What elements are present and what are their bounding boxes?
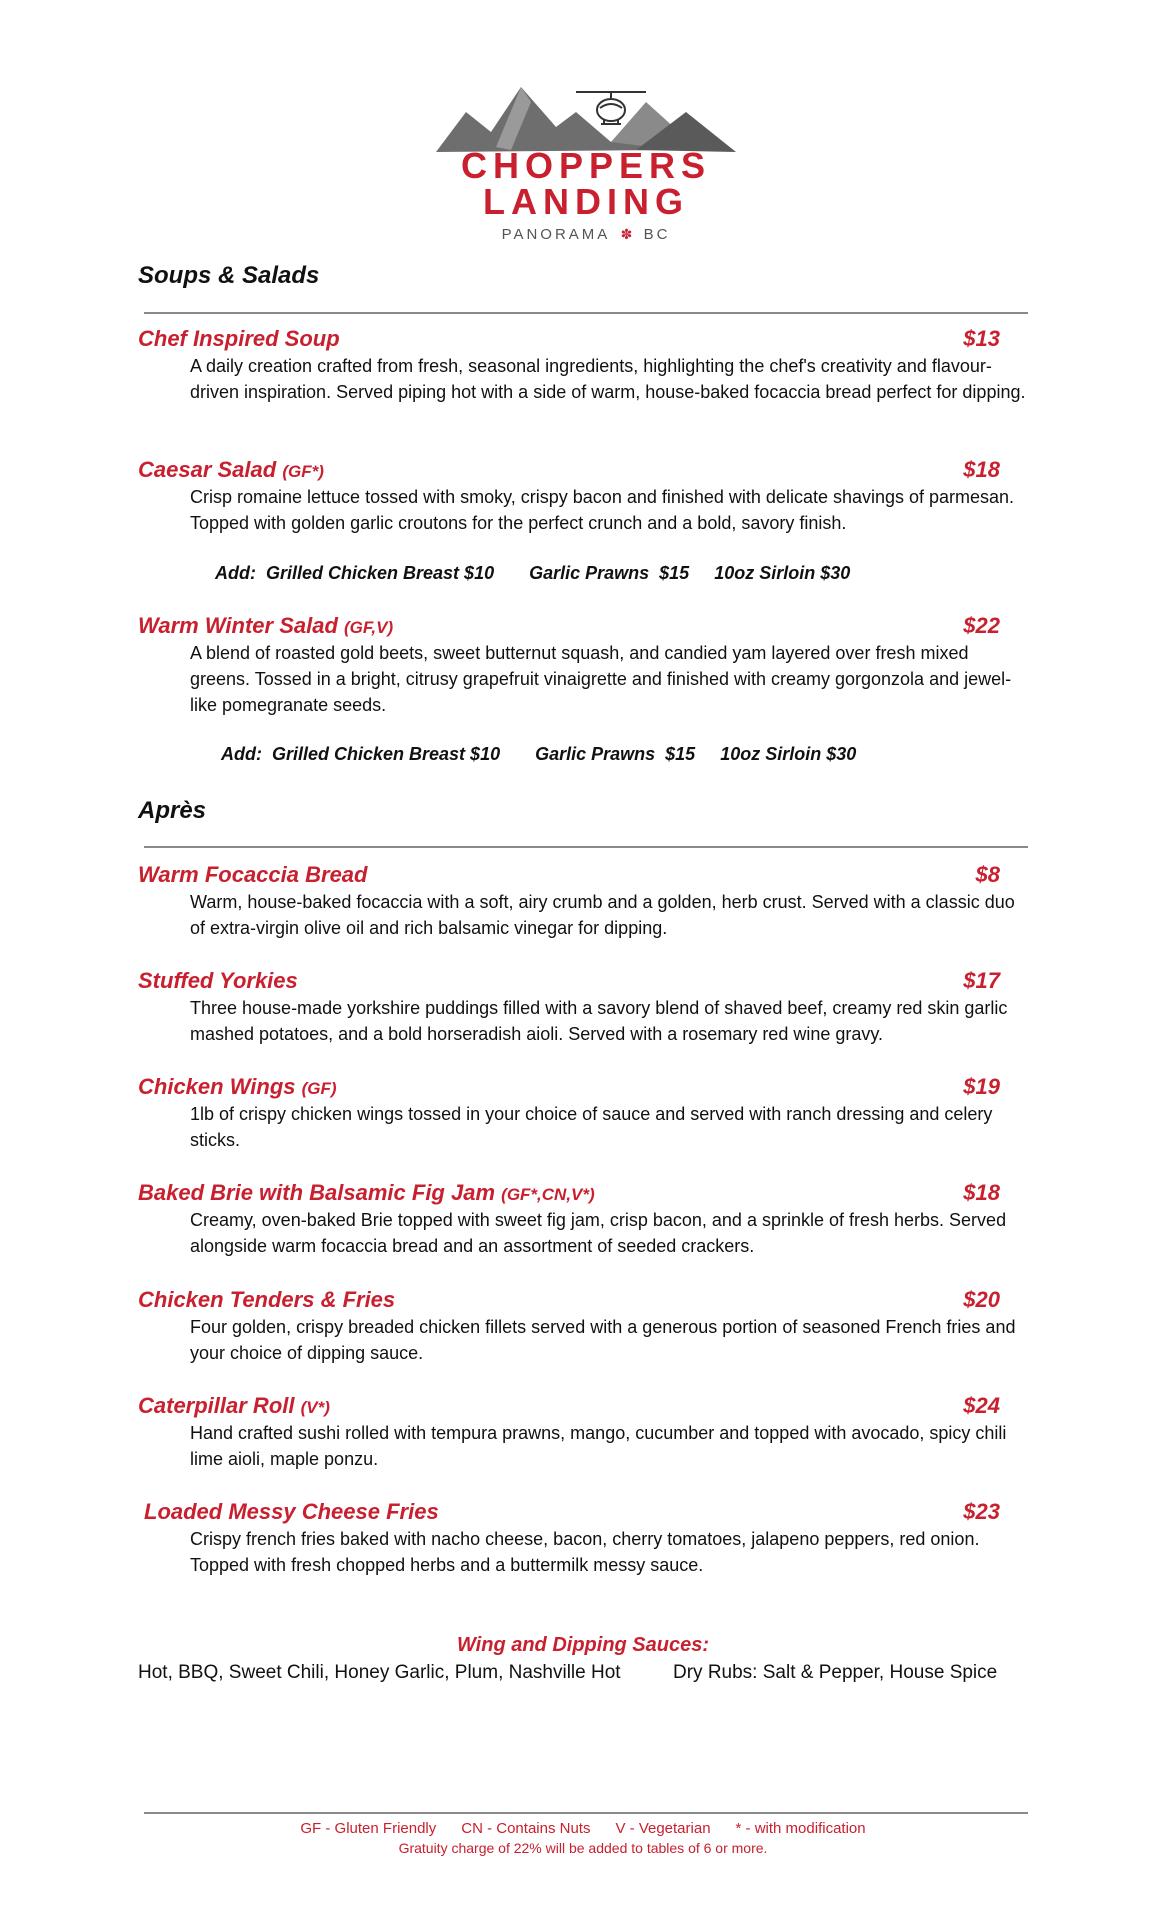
item-dietary-tags: (GF) — [301, 1079, 337, 1098]
item-name — [138, 968, 298, 994]
logo-title-line1: CHOPPERS — [460, 145, 712, 186]
logo-title-line2: LANDING — [483, 181, 689, 222]
item-name — [138, 613, 393, 639]
sauces-list: Hot, BBQ, Sweet Chili, Honey Garlic, Plum, Nashville Hot — [138, 1662, 621, 1683]
item-price: $23 — [963, 1499, 1000, 1524]
dietary-legend: GF - Gluten Friendly CN - Contains Nuts V - Vegetarian * - with modification — [300, 1820, 866, 1837]
item-name — [138, 1180, 595, 1206]
section-divider — [144, 312, 1028, 314]
item-dietary-tags: (V*) — [300, 1398, 330, 1417]
item-addons: Add: Grilled Chicken Breast $10 Garlic Prawns $15 10oz Sirloin $30 — [215, 563, 851, 583]
item-price: $19 — [963, 1074, 1000, 1099]
item-description: Creamy, oven-baked Brie topped with sweet fig jam, crisp bacon, and a sprinkle of fresh herbs. Served alongside warm focaccia bread and an assortment of seeded crackers. — [190, 1210, 1007, 1256]
sauces-heading: Wing and Dipping Sauces: — [456, 1634, 710, 1656]
logo-location-city: PANORAMA — [501, 226, 610, 243]
item-name — [138, 862, 367, 888]
item-dietary-tags: (GF*) — [282, 462, 324, 481]
mountains-helicopter-icon — [436, 72, 736, 152]
item-price: $17 — [963, 968, 1000, 993]
item-price: $8 — [975, 862, 1000, 887]
item-description: 1lb of crispy chicken wings tossed in your choice of sauce and served with ranch dressing and celery sticks. — [190, 1104, 993, 1150]
item-dietary-tags: (GF*,CN,V*) — [501, 1185, 595, 1204]
item-name-text: Caesar Salad — [138, 457, 277, 482]
item-name — [138, 1074, 337, 1100]
item-name-text: Loaded Messy Cheese Fries — [144, 1499, 439, 1524]
item-name — [138, 457, 324, 483]
item-price: $22 — [963, 613, 1000, 638]
item-name — [138, 326, 340, 352]
item-name-text: Stuffed Yorkies — [138, 968, 298, 993]
item-description: A daily creation crafted from fresh, seasonal ingredients, highlighting the chef's creativity and flavour-driven inspiration. Served piping hot with a side of warm, house-baked focaccia bread perfect for dipping. — [190, 356, 1026, 402]
item-dietary-tags: (GF,V) — [344, 618, 394, 637]
item-price: $20 — [963, 1287, 1000, 1312]
item-description: Crisp romaine lettuce tossed with smoky, crispy bacon and finished with delicate shavings of parmesan. Topped with golden garlic croutons for the perfect crunch and a bold, savory finish. — [190, 487, 1015, 533]
item-addons: Add: Grilled Chicken Breast $10 Garlic Prawns $15 10oz Sirloin $30 — [221, 744, 857, 764]
item-name-text: Chicken Wings — [138, 1074, 296, 1099]
item-name-text: Warm Focaccia Bread — [138, 862, 368, 887]
maple-leaf-icon: ✽ — [620, 226, 633, 242]
item-description: Four golden, crispy breaded chicken fillets served with a generous portion of seasoned French fries and your choice of dipping sauce. — [190, 1317, 1016, 1363]
item-description: Hand crafted sushi rolled with tempura prawns, mango, cucumber and topped with avocado, spicy chili lime aioli, maple ponzu. — [190, 1423, 1007, 1469]
item-price: $24 — [963, 1393, 1000, 1418]
dry-rubs-list: Dry Rubs: Salt & Pepper, House Spice — [673, 1662, 998, 1683]
item-price: $13 — [963, 326, 1000, 351]
logo — [436, 72, 736, 252]
section-divider — [144, 846, 1028, 848]
item-name — [144, 1499, 439, 1525]
item-description: Warm, house-baked focaccia with a soft, airy crumb and a golden, herb crust. Served with a classic duo of extra-virgin olive oil and rich balsamic vinegar for dipping. — [190, 892, 1015, 938]
section-title-apres: Après — [138, 797, 207, 824]
item-name-text: Chef Inspired Soup — [138, 326, 340, 351]
item-price: $18 — [963, 1180, 1000, 1205]
item-description: Three house-made yorkshire puddings filled with a savory blend of shaved beef, creamy red skin garlic mashed potatoes, and a bold horseradish aioli. Served with a rosemary red wine gravy. — [190, 998, 1008, 1044]
gratuity-note: Gratuity charge of 22% will be added to tables of 6 or more. — [398, 1840, 768, 1856]
item-name-text: Caterpillar Roll — [138, 1393, 295, 1418]
section-title-soups-salads: Soups & Salads — [138, 262, 320, 289]
logo-location-province: BC — [643, 226, 671, 243]
item-name-text: Chicken Tenders & Fries — [138, 1287, 396, 1312]
item-description: A blend of roasted gold beets, sweet butternut squash, and candied yam layered over fresh mixed greens. Tossed in a bright, citrusy grapefruit vinaigrette and finished with creamy gorgonzola and jewel-like pomegranate seeds. — [190, 643, 1012, 715]
item-name-text: Baked Brie with Balsamic Fig Jam — [138, 1180, 496, 1205]
footer-divider — [144, 1812, 1028, 1814]
logo-location — [436, 224, 736, 245]
item-name — [138, 1287, 395, 1313]
item-description: Crispy french fries baked with nacho cheese, bacon, cherry tomatoes, jalapeno peppers, red onion. Topped with fresh chopped herbs and a buttermilk messy sauce. — [190, 1529, 980, 1575]
item-price: $18 — [963, 457, 1000, 482]
item-name-text: Warm Winter Salad — [138, 613, 338, 638]
item-name — [138, 1393, 330, 1419]
